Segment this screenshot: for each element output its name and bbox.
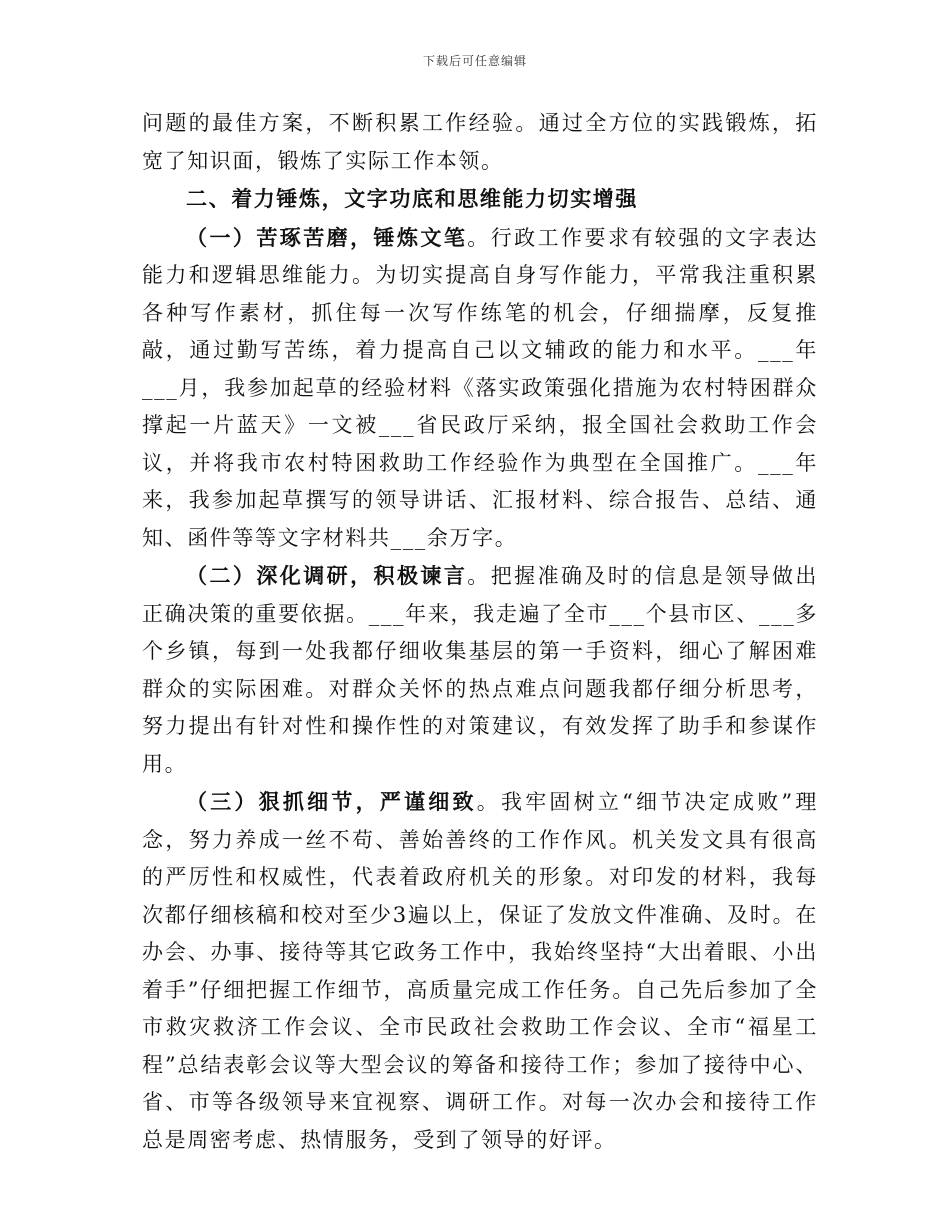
document-body <box>142 105 818 1159</box>
paragraph-lead: （二）深化调研，积极谏言 <box>186 563 468 588</box>
paragraph-text: 。我牢固树立“细节决定成败”理念，努力养成一丝不苟、善始善终的工作作风。机关发文具有很高的严厉性和权威性，代表着政府机关的形象。对印发的材料，我每次都仔细核稿和校对至少3遍以上，保证了发放文件准确、及时。在办会、办事、接待等其它政务工作中，我始终坚持“大出着眼、小出着手”仔细把握工作细节，高质量完成工作任务。自己先后参加了全市救灾救济工作会议、全市民政社会救助工作会议、全市“福星工程”总结表彰会议等大型会议的筹备和接待工作；参加了接待中心、省、市等各级领导来宜视察、调研工作。对每一次办会和接待工作总是周密考虑、热情服务，受到了领导的好评。 <box>142 790 818 1152</box>
paragraph-lead: （一）苦琢苦磨，锤炼文笔 <box>186 224 468 250</box>
paragraph-text: 问题的最佳方案，不断积累工作经验。通过全方位的实践锻炼，拓宽了知识面，锻炼了实际工作本领。 <box>142 111 818 173</box>
paragraph-research <box>142 557 818 783</box>
section-heading <box>142 180 818 219</box>
paragraph-lead: （三）狠抓细节，严谨细致 <box>186 789 477 814</box>
paragraph-text: 。把握准确及时的信息是领导做出正确决策的重要依据。___年来，我走遍了全市___个县市区、___多个乡镇，每到一处我都仔细收集基层的第一手资料，细心了解困难群众的实际困难。对群众关怀的热点难点问题我都仔细分析思考，努力提出有针对性和操作性的对策建议，有效发挥了助手和参谋作用。 <box>142 564 819 776</box>
paragraph-continuation <box>142 105 818 180</box>
paragraph-writing <box>142 219 818 558</box>
page-header: 下载后可任意编辑 <box>422 54 527 68</box>
paragraph-text: 。行政工作要求有较强的文字表达能力和逻辑思维能力。为切实提高自身写作能力，平常我注重积累各种写作素材，抓住每一次写作练笔的机会，仔细揣摩，反复推敲，通过勤写苦练，着力提高自己以文辅政的能力和水平。___年___月，我参加起草的经验材料《落实政策强化措施为农村特困群众撑起一片蓝天》一文被___省民政厅采纳，报全国社会救助工作会议，并将我市农村特困救助工作经验作为典型在全国推广。___年来，我参加起草撰写的领导讲话、汇报材料、综合报告、总结、通知、函件等等文字材料共___余万字。 <box>142 225 819 550</box>
section-heading-text: 二、着力锤炼，文字功底和思维能力切实增强 <box>186 186 638 211</box>
paragraph-details <box>142 783 818 1159</box>
